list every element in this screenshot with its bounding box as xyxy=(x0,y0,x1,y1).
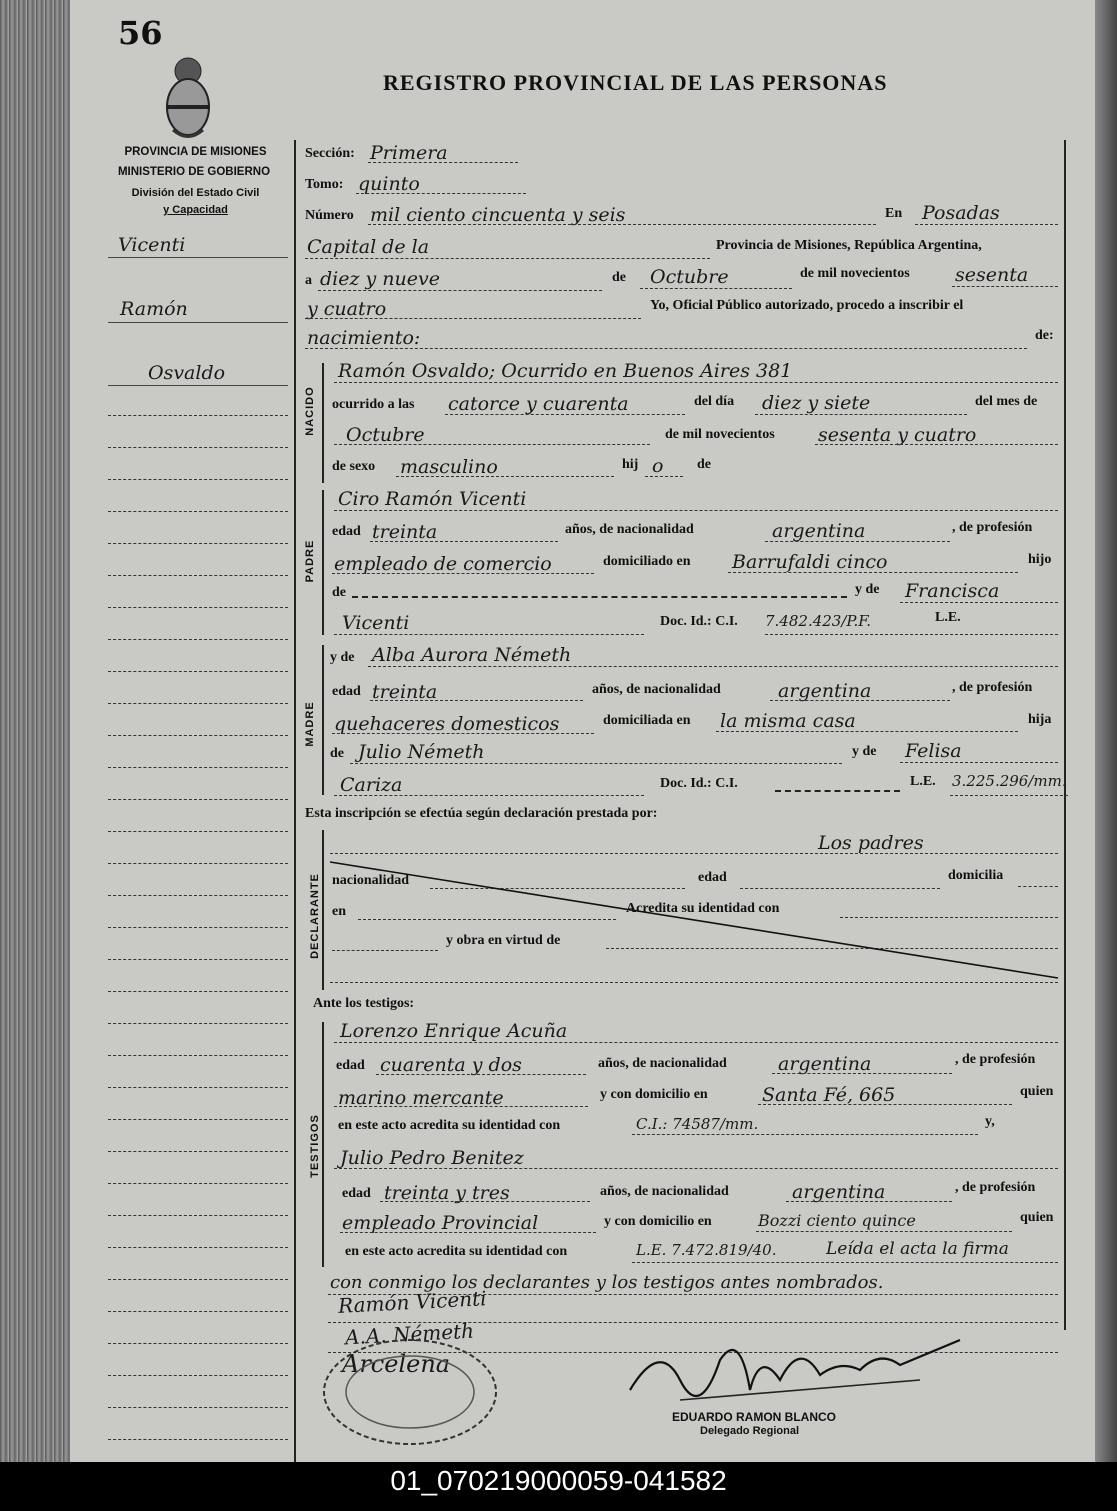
t1-prof-label: , de profesión xyxy=(955,1052,1036,1067)
field-line xyxy=(370,541,558,542)
section-label-testigos: TESTIGOS xyxy=(309,1114,321,1178)
signature-declarante: Ramón Vicenti xyxy=(337,1286,488,1318)
padre-dom-label: domiciliado en xyxy=(603,554,691,569)
t2-acredita-label: en este acto acredita su identidad con xyxy=(345,1244,568,1259)
stamp-title: Delegado Regional xyxy=(700,1425,800,1437)
field-line xyxy=(305,348,1027,349)
field-line xyxy=(716,731,1018,732)
nacido-anio: sesenta y cuatro xyxy=(818,424,977,446)
padre-nac: argentina xyxy=(772,520,866,542)
section-label-nacido: NACIDO xyxy=(304,386,316,436)
madre-yde-label: y de xyxy=(330,650,355,665)
t2-nac: argentina xyxy=(792,1181,886,1203)
madre-hija-label: hija xyxy=(1028,712,1052,727)
field-line xyxy=(334,1042,1058,1043)
decl-dom-label: domicilia xyxy=(948,868,1004,883)
seccion-value: Primera xyxy=(370,142,448,164)
page-number: 56 xyxy=(118,14,163,52)
madre-prof: quehaceres domesticos xyxy=(334,713,560,735)
provincia-text: Provincia de Misiones, República Argentina, xyxy=(716,238,982,253)
official-signature-icon xyxy=(620,1320,980,1420)
t1-dom-label: y con domicilio en xyxy=(600,1087,708,1102)
margin-line xyxy=(108,575,288,576)
padre-nombre: Ciro Ramón Vicenti xyxy=(338,488,527,510)
padre-hijo-label: hijo xyxy=(1028,552,1052,567)
padre-rule xyxy=(322,490,324,635)
field-line xyxy=(952,286,1058,287)
tomo-label: Tomo: xyxy=(305,177,344,192)
cancel-line xyxy=(775,790,900,792)
declarante-intro: Esta inscripción se efectúa según declaración prestada por: xyxy=(305,806,658,821)
padre-yde-label: y de xyxy=(855,582,880,597)
nacido-dia: diez y siete xyxy=(762,392,871,414)
madre-nac-label: años, de nacionalidad xyxy=(592,682,721,697)
image-caption: 01_070219000059-041582 xyxy=(390,1465,727,1496)
nacido-nombre: Ramón Osvaldo; Ocurrido en Buenos Aires 381 xyxy=(338,360,793,382)
cancel-line xyxy=(352,596,847,598)
field-line xyxy=(368,224,876,225)
testigos-intro: Ante los testigos: xyxy=(313,996,415,1011)
field-line xyxy=(334,444,650,445)
t1-edad-label: edad xyxy=(336,1058,365,1073)
field-line xyxy=(334,1106,588,1107)
madre-madre: Felisa xyxy=(905,740,962,762)
padre-doc: 7.482.423/P.F. xyxy=(765,612,872,630)
field-line xyxy=(765,634,1058,635)
margin-line xyxy=(108,1023,288,1024)
margin-line xyxy=(108,1183,288,1184)
decl-nac-label: nacionalidad xyxy=(332,873,410,888)
madre-le-label: L.E. xyxy=(910,774,936,789)
margin-line xyxy=(108,831,288,832)
en-value: Posadas xyxy=(922,202,1000,224)
margin-line xyxy=(108,639,288,640)
field-line xyxy=(380,1201,590,1202)
field-line xyxy=(370,700,583,701)
margin-line xyxy=(108,991,288,992)
signature-testigo-2: Arcelena xyxy=(342,1350,451,1378)
t2-prof: empleado Provincial xyxy=(342,1212,539,1234)
field-line xyxy=(334,382,1058,383)
padre-le-label: L.E. xyxy=(935,610,961,625)
field-line xyxy=(318,290,602,291)
testigo1-nombre: Lorenzo Enrique Acuña xyxy=(340,1020,568,1042)
field-line xyxy=(632,1262,1058,1263)
mil-label: de mil novecientos xyxy=(800,266,910,281)
margin-line xyxy=(108,895,288,896)
division-label: División del Estado Civil xyxy=(131,187,260,199)
margin-line xyxy=(108,1247,288,1248)
province-label: PROVINCIA DE MISIONES xyxy=(124,146,267,158)
margin-line xyxy=(108,385,288,386)
decl-acredita-label: Acredita su identidad con xyxy=(626,901,780,916)
margin-line xyxy=(108,511,288,512)
padre-prof: empleado de comercio xyxy=(334,553,552,575)
section-label-madre: MADRE xyxy=(304,701,316,747)
t2-dom: Bozzi ciento quince xyxy=(758,1211,916,1230)
madre-doc-label: Doc. Id.: C.I. xyxy=(660,776,738,791)
anio-value-2: y cuatro xyxy=(307,298,387,320)
margin-line xyxy=(108,479,288,480)
margin-line xyxy=(108,1119,288,1120)
madre-edad: treinta xyxy=(372,681,438,703)
padre-apellido: Vicenti xyxy=(342,612,410,634)
de-label: de xyxy=(612,270,626,285)
madre-edad-label: edad xyxy=(332,684,361,699)
hij-de-label: de xyxy=(697,457,711,472)
field-line xyxy=(765,541,950,542)
right-vertical-rule xyxy=(1064,140,1066,1330)
en-label: En xyxy=(885,206,903,221)
signature-testigo-1: A.A. Németh xyxy=(344,1318,475,1350)
oficial-text: Yo, Oficial Público autorizado, procedo a inscribir el xyxy=(650,298,964,313)
section-label-padre: PADRE xyxy=(304,539,316,583)
margin-line xyxy=(108,447,288,448)
field-line xyxy=(950,795,1068,796)
field-line xyxy=(350,763,842,764)
sexo-value: masculino xyxy=(400,456,498,478)
t1-edad: cuarenta y dos xyxy=(380,1054,522,1076)
t2-quien: quien xyxy=(1020,1210,1054,1225)
margin-line xyxy=(108,671,288,672)
padre-de-label: de xyxy=(332,585,346,600)
madre-nac: argentina xyxy=(778,680,872,702)
field-line xyxy=(645,476,683,477)
t1-prof: marino mercante xyxy=(338,1087,504,1109)
margin-line xyxy=(108,1375,288,1376)
t1-dom: Santa Fé, 665 xyxy=(762,1084,896,1106)
madre-dom-label: domiciliada en xyxy=(603,713,691,728)
margin-line xyxy=(108,322,288,323)
margin-surname: Vicenti xyxy=(118,234,186,256)
padre-edad: treinta xyxy=(372,521,438,543)
cierre-2: con conmigo los declarantes y los testigos antes nombrados. xyxy=(330,1272,884,1293)
acto-value: nacimiento: xyxy=(307,327,421,349)
field-line xyxy=(770,700,950,701)
nacido-mil-label: de mil novecientos xyxy=(665,427,775,442)
anio-value: sesenta xyxy=(955,264,1029,286)
margin-line xyxy=(108,1151,288,1152)
field-line xyxy=(305,258,710,259)
margin-line xyxy=(108,863,288,864)
margin-line xyxy=(108,1055,288,1056)
field-line xyxy=(815,444,1058,445)
del-mes-label: del mes de xyxy=(975,394,1038,409)
t2-nac-label: años, de nacionalidad xyxy=(600,1184,729,1199)
padre-madre: Francisca xyxy=(905,580,1000,602)
hij-value: o xyxy=(652,455,664,477)
madre-rule xyxy=(322,645,324,795)
main-vertical-rule xyxy=(294,140,296,1462)
margin-line xyxy=(108,799,288,800)
margin-line xyxy=(108,257,288,258)
margin-line xyxy=(108,415,288,416)
margin-line xyxy=(108,703,288,704)
margin-second-name: Osvaldo xyxy=(148,362,226,384)
margin-line xyxy=(108,735,288,736)
field-line xyxy=(334,795,644,796)
margin-line xyxy=(108,1087,288,1088)
madre-nombre: Alba Aurora Németh xyxy=(372,644,572,666)
cierre-1: Leída el acta la firma xyxy=(826,1239,1009,1259)
margin-line xyxy=(108,607,288,608)
division-label-2: y Capacidad xyxy=(163,204,228,216)
margin-line xyxy=(108,543,288,544)
ocurrido-label: ocurrido a las xyxy=(332,397,415,412)
field-line xyxy=(356,193,526,194)
field-line xyxy=(340,1232,596,1233)
field-line xyxy=(632,1134,978,1135)
testigo2-nombre: Julio Pedro Benitez xyxy=(340,1147,524,1169)
decl-en-label: en xyxy=(332,904,346,919)
field-line xyxy=(445,414,685,415)
field-line xyxy=(772,1073,952,1074)
stamp-name: EDUARDO RAMON BLANCO xyxy=(672,1410,836,1424)
padre-nac-label: años, de nacionalidad xyxy=(565,522,694,537)
mes-value: Octubre xyxy=(650,266,729,288)
madre-de-label: de xyxy=(330,746,344,761)
madre-padre: Julio Németh xyxy=(358,741,485,763)
field-line xyxy=(755,414,967,415)
madre-yde2-label: y de xyxy=(852,744,877,759)
field-line xyxy=(368,162,518,163)
t2-prof-label: , de profesión xyxy=(955,1180,1036,1195)
field-line xyxy=(396,476,614,477)
t1-doc: C.I.: 74587/mm. xyxy=(636,1115,759,1133)
field-line xyxy=(368,666,1058,667)
margin-line xyxy=(108,767,288,768)
field-line xyxy=(640,288,792,289)
hora-value: catorce y cuarenta xyxy=(448,393,629,415)
coat-of-arms-icon xyxy=(163,55,213,139)
section-label-declarante: DECLARANTE xyxy=(309,873,321,959)
margin-line xyxy=(108,959,288,960)
declarante-strike-line xyxy=(328,858,1063,983)
field-line xyxy=(332,573,594,574)
madre-dom: la misma casa xyxy=(720,710,856,732)
hij-label: hij xyxy=(622,457,639,472)
margin-line xyxy=(108,1407,288,1408)
t2-edad-label: edad xyxy=(342,1186,371,1201)
margin-line xyxy=(108,1343,288,1344)
field-line xyxy=(728,572,1018,573)
t1-nac-label: años, de nacionalidad xyxy=(598,1056,727,1071)
field-line xyxy=(376,1074,586,1075)
field-line xyxy=(334,1168,1058,1169)
padre-prof-label: , de profesión xyxy=(952,520,1033,535)
t1-quien: quien xyxy=(1020,1084,1054,1099)
t1-y: y, xyxy=(985,1114,995,1129)
numero-value: mil ciento cincuenta y seis xyxy=(370,204,626,226)
field-line xyxy=(758,1104,1012,1105)
ministry-label: MINISTERIO DE GOBIERNO xyxy=(117,166,271,178)
de-label-2: de: xyxy=(1035,328,1054,343)
field-line xyxy=(330,853,1058,854)
nacido-rule xyxy=(322,363,324,483)
seccion-label: Sección: xyxy=(305,146,355,161)
field-line xyxy=(332,733,594,734)
dia-value: diez y nueve xyxy=(320,268,441,290)
madre-le: 3.225.296/mm. xyxy=(952,772,1067,790)
field-line xyxy=(915,224,1058,225)
madre-apellido: Cariza xyxy=(340,774,403,796)
margin-line xyxy=(108,1311,288,1312)
registry-title: REGISTRO PROVINCIAL DE LAS PERSONAS xyxy=(383,70,888,95)
decl-edad-label: edad xyxy=(698,870,727,885)
official-seal-icon xyxy=(315,1330,515,1450)
capital-value: Capital de la xyxy=(307,236,430,258)
t2-edad: treinta y tres xyxy=(384,1182,510,1204)
decl-obra-label: y obra en virtud de xyxy=(446,933,561,948)
margin-line xyxy=(108,1215,288,1216)
padre-dom: Barrufaldi cinco xyxy=(732,551,888,573)
padre-edad-label: edad xyxy=(332,524,361,539)
book-page-edges xyxy=(0,0,75,1462)
padre-doc-label: Doc. Id.: C.I. xyxy=(660,614,738,629)
madre-prof-label: , de profesión xyxy=(952,680,1033,695)
a-label: a xyxy=(305,273,312,288)
numero-label: Número xyxy=(305,208,354,223)
field-line xyxy=(334,510,1058,511)
t2-doc: L.E. 7.472.819/40. xyxy=(636,1241,777,1259)
t1-nac: argentina xyxy=(778,1053,872,1075)
testigos-rule xyxy=(322,1022,324,1267)
margin-first-name: Ramón xyxy=(120,298,188,320)
t1-acredita-label: en este acto acredita su identidad con xyxy=(338,1118,561,1133)
field-line xyxy=(900,602,1058,603)
margin-line xyxy=(108,927,288,928)
margin-line xyxy=(108,1439,288,1440)
sexo-label: de sexo xyxy=(332,459,376,474)
declarante-rule xyxy=(322,830,324,990)
nacido-mes: Octubre xyxy=(346,424,425,446)
tomo-value: quinto xyxy=(358,173,420,195)
field-line xyxy=(756,1231,1012,1232)
field-line xyxy=(786,1201,952,1202)
del-dia-label: del día xyxy=(694,394,735,409)
margin-line xyxy=(108,1279,288,1280)
field-line xyxy=(334,634,644,635)
field-line xyxy=(900,762,1058,763)
declarante-value: Los padres xyxy=(818,832,924,854)
t2-dom-label: y con domicilio en xyxy=(604,1214,712,1229)
field-line xyxy=(305,318,641,319)
